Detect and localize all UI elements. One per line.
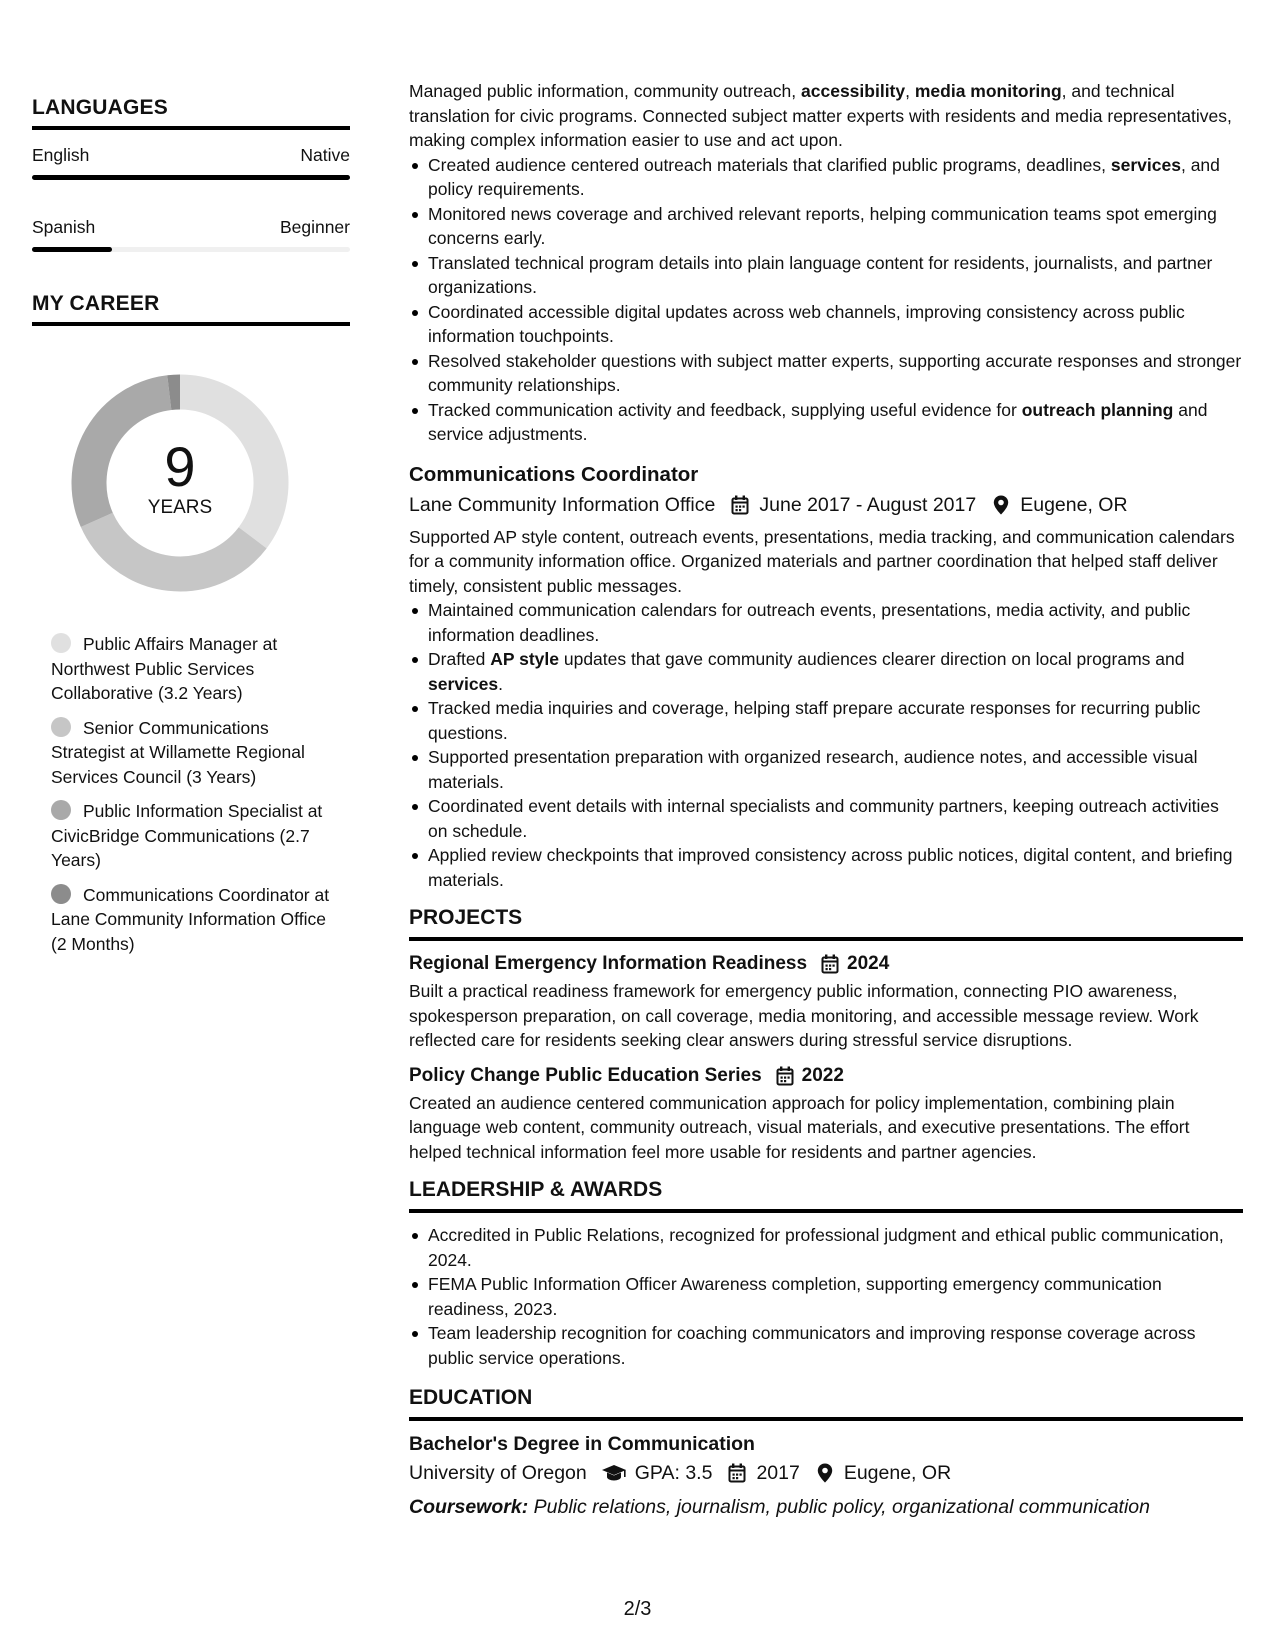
bullet-bold: outreach planning bbox=[1021, 399, 1174, 420]
bullet-item: Maintained communication calendars for outreach events, presentations, media activity, and public information deadlines. bbox=[409, 598, 1243, 647]
bullet-text: , and policy requirements. bbox=[428, 154, 1220, 199]
language-row bbox=[32, 216, 350, 238]
bullet-item: Monitored news coverage and archived relevant reports, helping communication teams spot emerging concerns early. bbox=[409, 202, 1243, 251]
bullet-item: Supported presentation preparation with organized research, audience notes, and accessible visual materials. bbox=[409, 745, 1243, 794]
project-description: Created an audience centered communication approach for policy implementation, combining plain language web content, community outreach, visual materials, and executive presentations. The effort helped technical information feel more usable for residents and partner agencies. bbox=[409, 1092, 1190, 1162]
bullet-item bbox=[409, 647, 1243, 696]
graduation-cap-icon bbox=[601, 1462, 627, 1484]
leadership-list bbox=[409, 1223, 1243, 1370]
bullet-text: updates that gave community audiences clearer direction on local programs and bbox=[559, 649, 1185, 669]
bullet-item bbox=[409, 153, 1243, 202]
summary-bold: media monitoring bbox=[914, 81, 1062, 101]
bullet-text: . bbox=[498, 673, 503, 694]
projects-heading: PROJECTS bbox=[409, 904, 1243, 941]
coursework-text: Public relations, journalism, public policy, organizational communication bbox=[528, 1496, 1150, 1518]
coursework-label: Coursework: bbox=[409, 1496, 529, 1518]
language-level: Beginner bbox=[279, 217, 350, 237]
legend-dot bbox=[51, 800, 71, 820]
career-legend-item bbox=[51, 883, 333, 957]
job-bullets bbox=[409, 598, 1243, 892]
coursework bbox=[409, 1493, 1243, 1521]
career-heading: MY CAREER bbox=[32, 292, 350, 326]
bullet-item bbox=[409, 398, 1243, 447]
career-legend-label: Public Information Specialist at CivicBridge Communications (2.7 Years) bbox=[51, 801, 323, 870]
bullet-bold: services bbox=[428, 673, 499, 694]
language-proficiency-bar bbox=[32, 175, 350, 180]
bullet-item: Tracked media inquiries and coverage, helping staff prepare accurate responses for recurring public questions. bbox=[409, 696, 1243, 745]
language-name: English bbox=[32, 145, 90, 165]
bullet-item: Resolved stakeholder questions with subject matter experts, supporting accurate responses and stronger community relationships. bbox=[409, 349, 1243, 398]
bullet-item: Applied review checkpoints that improved consistency across public notices, digital content, and briefing materials. bbox=[409, 843, 1243, 892]
bullet-text: Tracked communication activity and feedback, supplying useful evidence for bbox=[428, 399, 1022, 420]
graduation-year: 2017 bbox=[756, 1462, 800, 1484]
languages-list bbox=[32, 144, 350, 252]
education-meta bbox=[409, 1459, 1243, 1487]
bullet-text: and service adjustments. bbox=[428, 399, 1208, 444]
job-location: Eugene, OR bbox=[1020, 493, 1128, 516]
language-proficiency-fill bbox=[32, 247, 112, 252]
career-total-years: 9 bbox=[164, 435, 196, 498]
bullet-bold: services bbox=[1110, 154, 1181, 175]
career-donut-chart bbox=[65, 368, 295, 598]
page-number: 2/3 bbox=[623, 1598, 652, 1620]
summary-text: Managed public information, community outreach, bbox=[409, 81, 802, 101]
language-proficiency-bar bbox=[32, 247, 350, 252]
language-name: Spanish bbox=[32, 217, 96, 237]
job-summary bbox=[409, 79, 1243, 153]
project-year: 2024 bbox=[847, 953, 890, 974]
leadership-heading: LEADERSHIP & AWARDS bbox=[409, 1176, 1243, 1213]
bullet-text: Drafted bbox=[428, 649, 491, 669]
calendar-icon bbox=[729, 494, 751, 516]
job-title: Communications Coordinator bbox=[409, 462, 699, 486]
career-legend-label: Senior Communications Strategist at Willamette Regional Services Council (3 Years) bbox=[51, 717, 305, 787]
project-description: Built a practical readiness framework for emergency public information, connecting PIO awareness, spokesperson preparation, on call coverage, media monitoring, and accessible message review. Work reflected care for residents seeking clear answers during stressful service disruptions. bbox=[409, 981, 1199, 1050]
project-year: 2022 bbox=[801, 1064, 844, 1086]
bullet-item: Translated technical program details into plain language content for residents, journalists, and partner organizations. bbox=[409, 251, 1243, 300]
languages-heading: LANGUAGES bbox=[32, 96, 350, 130]
career-legend-item bbox=[51, 799, 333, 873]
bullet-item: Team leadership recognition for coaching communicators and improving response coverage across public service operations. bbox=[409, 1321, 1243, 1370]
language-level: Native bbox=[300, 145, 350, 165]
career-legend-item bbox=[51, 716, 333, 790]
main-content bbox=[409, 79, 1243, 1521]
location-pin-icon bbox=[814, 1462, 836, 1484]
project-entry bbox=[409, 1063, 1243, 1165]
school-name: University of Oregon bbox=[409, 1462, 587, 1484]
language-row bbox=[32, 144, 350, 166]
summary-text: , and technical translation for civic programs. Connected subject matter experts with residents and media representatives, making complex information easier to use and act upon. bbox=[409, 81, 1232, 150]
calendar-icon bbox=[774, 1065, 796, 1087]
location-pin-icon bbox=[990, 494, 1012, 516]
job-summary: Supported AP style content, outreach events, presentations, media tracking, and communication calendars for a community information office. Organized materials and partner coordination that helped staff deliver timely, consistent public messages. bbox=[409, 526, 1235, 596]
project-title: Regional Emergency Information Readiness bbox=[409, 953, 808, 974]
bullet-text: Created audience centered outreach materials that clarified public programs, deadlines, bbox=[428, 154, 1111, 175]
project-title-row bbox=[409, 951, 1243, 977]
sidebar bbox=[32, 96, 350, 966]
job-dates: June 2017 - August 2017 bbox=[759, 493, 977, 516]
company-name: Lane Community Information Office bbox=[409, 493, 716, 516]
legend-dot bbox=[51, 717, 71, 737]
gpa: GPA: 3.5 bbox=[634, 1462, 713, 1484]
career-legend-label: Public Affairs Manager at Northwest Public Services Collaborative (3.2 Years) bbox=[51, 634, 278, 703]
career-years-unit: YEARS bbox=[147, 497, 213, 518]
bullet-item: FEMA Public Information Officer Awareness completion, supporting emergency communication readiness, 2023. bbox=[409, 1272, 1243, 1321]
bullet-item: Accredited in Public Relations, recognized for professional judgment and ethical public communication, 2024. bbox=[409, 1223, 1243, 1272]
summary-bold: accessibility bbox=[801, 81, 906, 101]
bullet-bold: AP style bbox=[490, 649, 559, 669]
bullet-item: Coordinated accessible digital updates across web channels, improving consistency across public information touchpoints. bbox=[409, 300, 1243, 349]
donut-center bbox=[65, 368, 295, 598]
career-legend bbox=[51, 632, 333, 956]
calendar-icon bbox=[819, 953, 841, 975]
job-meta bbox=[409, 491, 1243, 519]
career-legend-item bbox=[51, 632, 333, 706]
bullet-item: Coordinated event details with internal specialists and community partners, keeping outreach activities on schedule. bbox=[409, 794, 1243, 843]
education-location: Eugene, OR bbox=[843, 1462, 952, 1484]
education-heading: EDUCATION bbox=[409, 1384, 1243, 1421]
legend-dot bbox=[51, 884, 71, 904]
project-title-row bbox=[409, 1063, 1243, 1089]
degree-title: Bachelor's Degree in Communication bbox=[409, 1433, 755, 1455]
summary-text: , bbox=[905, 81, 915, 101]
legend-dot bbox=[51, 633, 71, 653]
career-legend-label: Communications Coordinator at Lane Community Information Office (2 Months) bbox=[51, 884, 330, 954]
job-bullets bbox=[409, 153, 1243, 447]
calendar-icon bbox=[726, 1462, 748, 1484]
project-title: Policy Change Public Education Series bbox=[409, 1064, 762, 1086]
project-entry bbox=[409, 951, 1243, 1053]
language-proficiency-fill bbox=[32, 175, 350, 180]
